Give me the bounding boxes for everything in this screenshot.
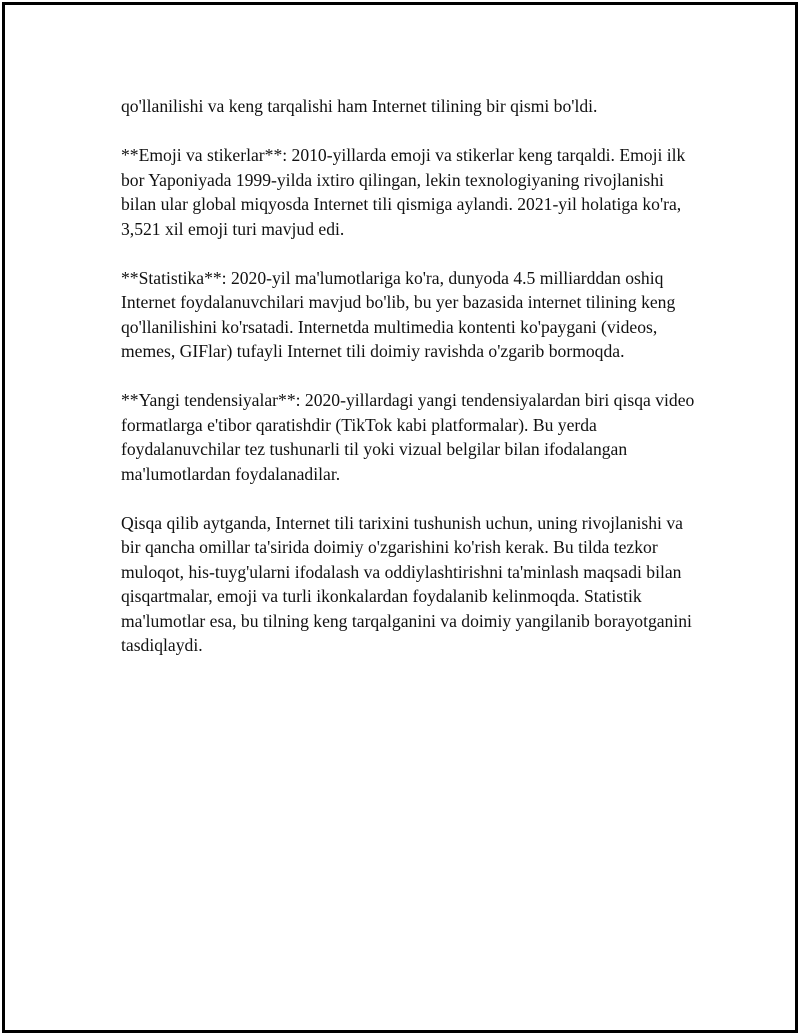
paragraph-conclusion: Qisqa qilib aytganda, Internet tili tarixini tushunish uchun, uning rivojlanishi va bir qancha omillar ta'sirida doimiy o'zgarishini ko'rish kerak. Bu tilda tezkor muloqot, his-tuyg'ularni ifodalash va oddiylashtirishni ta'minlash maqsadi bilan qisqartmalar, emoji va turli ikonkalardan foydalanib kelinmoqda. Statistik ma'lumotlar esa, bu tilning keng tarqalganini va doimiy yangilanib borayotganini tasdiqlaydi. [121, 512, 692, 655]
paragraph-new-trends: **Yangi tendensiyalar**: 2020-yillardagi yangi tendensiyalardan biri qisqa video formatlarga e'tibor qaratishdir (TikTok kabi platformalar). Bu yerda foydalanuvchilar tez tushunarli til yoki vizual belgilar bilan ifodalangan ma'lumotlardan foydalanadilar. [121, 390, 695, 484]
paragraph-emoji-stickers: **Emoji va stikerlar**: 2010-yillarda emoji va stikerlar keng tarqaldi. Emoji ilk bor Yaponiyada 1999-yilda ixtiro qilingan, lekin texnologiyaning rivojlanishi bilan ular global miqyosda Internet tili qismiga aylandi. 2021-yil holatiga ko'ra, 3,521 xil emoji turi mavjud edi. [121, 145, 686, 239]
paragraph-intro-continuation: qo'llanilishi va keng tarqalishi ham Internet tilining bir qismi bo'ldi. [121, 96, 598, 116]
document-body [121, 94, 701, 682]
document-page [2, 2, 798, 1033]
paragraph-statistics: **Statistika**: 2020-yil ma'lumotlariga ko'ra, dunyoda 4.5 milliarddan oshiq Internet foydalanuvchilari mavjud bo'lib, bu yer bazasida internet tilining keng qo'llanilishini ko'rsatadi. Internetda multimedia kontenti ko'paygani (videos, memes, GIFlar) tufayli Internet tili doimiy ravishda o'zgarib bormoqda. [121, 267, 676, 361]
